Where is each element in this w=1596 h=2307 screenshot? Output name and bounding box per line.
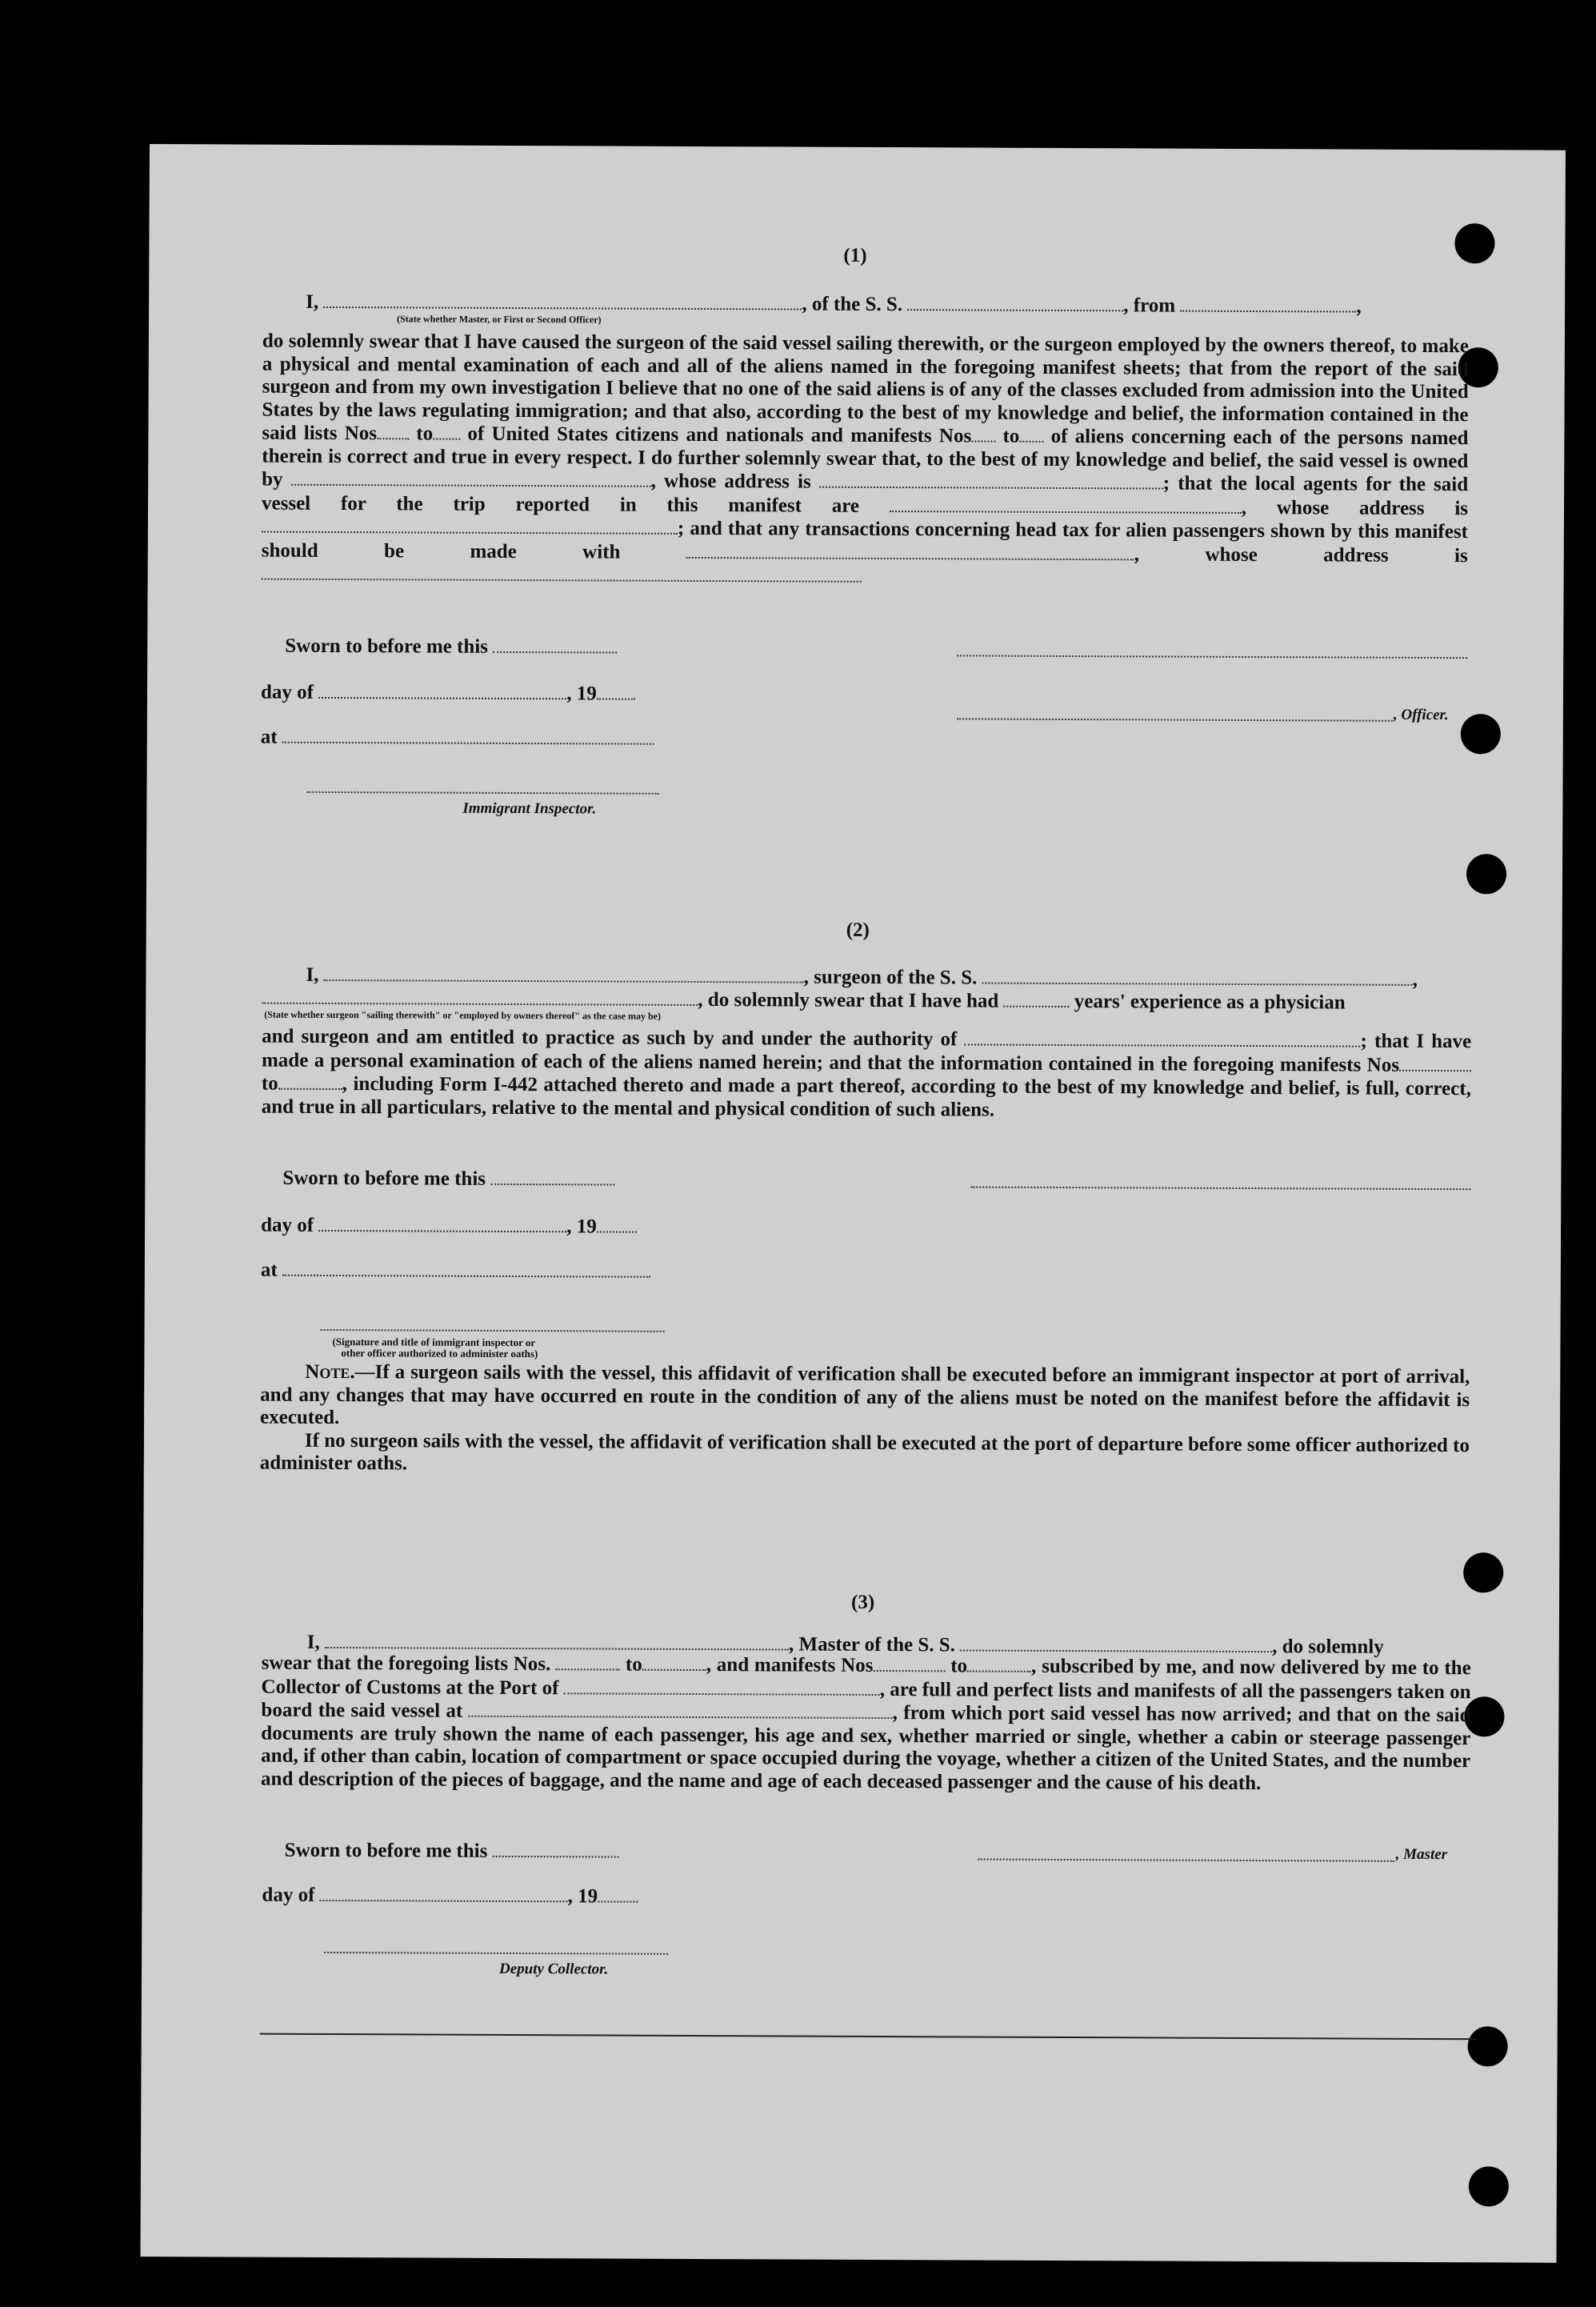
punch-hole [1466,854,1506,894]
s2-at: at [261,1259,650,1284]
s2-body: and surgeon and am entitled to practice as such by and under the authority of ; that I have made a personal examination of each of the aliens named herein; and that the information contained in the foregoing manifests Nos to , including Form I-442 attached thereto and made a part thereof, according to the best of my knowledge and belief, is full, correct, and true in all particulars, relative to the mental and physical condition of such aliens. [261,1025,1472,1121]
form-page [140,144,1566,2263]
s3-line1: I, , Master of the S. S. , do solemnly [306,1631,1384,1658]
bottom-rule [260,2033,1476,2041]
s2-sig-caption-1: (Signature and title of immigrant inspector or [332,1336,536,1349]
s2-caption: (State whether surgeon "sailing therewith" or "employed by owners thereof" as the case may be) [264,1008,662,1022]
s3-ship-field[interactable] [960,1633,1272,1652]
s1-officer-label: , Officer. [1393,706,1449,724]
s2-sworn: Sworn to before me this [282,1167,614,1192]
s2-line1: I, , surgeon of the S. S. , [306,963,1418,991]
s1-day: day of , 19 [261,681,635,706]
section-1-caption: (State whether Master, or First or Second Officer) [397,313,602,326]
head-tax-contact-field[interactable] [686,540,1134,559]
s1-officer-signature-line[interactable] [957,655,1467,659]
master-name-field[interactable] [325,1631,789,1651]
section-1-body: do solemnly swear that I have caused the surgeon of the said vessel sailing therewith, or the surgeon employed by the owners thereof, to make a physical and mental examination of each and all of the aliens named in the foregoing manifest sheets; that from the report of the said surgeon and from my own investigation I believe that no one of the said aliens is of any of the classes excluded from admission into the United States by the laws regulating immigration; and that also, according to the best of my knowledge and belief, the information contained in the said lists Nos to of United States citizens and nationals and manifests Nos to of aliens concerning each of the persons named therein is correct and true in every respect. I do further solemnly swear that, to the best of my knowledge and belief, the said vessel is owned by , whose address is ; that the local agents for the said vessel for the trip reported in this manifest are , whose address is ; and that any transactions concerning head tax for alien passengers shown by this manifest should be made with , whose address is [262,330,1469,591]
s2-note: Note.—If a surgeon sails with the vessel, this affidavit of verification shall be executed before an immigrant inspector at port of arrival, and any changes that may have occurred en route in the condition of any of the aliens must be noted on the manifest before the affidavit is executed. If no surgeon sails with the vessel, the affidavit of verification shall be executed at the port of departure before some officer authorized to administer oaths. [259,1360,1470,1475]
owner-address-field[interactable] [819,471,1163,490]
section-1-line1: I, , of the S. S. , from , [306,290,1362,318]
s2-inspector-signature-line[interactable] [321,1329,665,1332]
surgeon-name-field[interactable] [324,963,804,983]
surgeon-status-field[interactable] [262,987,698,1006]
punch-hole [1469,2166,1509,2206]
s2-day: day of , 19 [261,1214,637,1239]
agents-field[interactable] [890,495,1242,514]
punch-hole [1468,2026,1508,2066]
s2-surgeon-signature-line[interactable] [970,1186,1470,1190]
owner-field[interactable] [291,468,651,487]
from-port-field[interactable] [1180,294,1356,313]
section-2-heading: (2) [846,919,870,941]
s3-master-signature-line[interactable] [978,1859,1394,1862]
punch-hole [1454,223,1494,263]
punch-hole [1463,1552,1503,1592]
port-field[interactable] [564,1676,880,1696]
s3-collector-label: Deputy Collector. [499,1960,609,1978]
ship-name-field[interactable] [907,293,1123,311]
section-1-heading: (1) [843,244,867,266]
years-experience-field[interactable] [1004,990,1070,1007]
s2-line2: , do solemnly swear that I have had years' experience as a physician [262,987,1345,1015]
s3-sworn: Sworn to before me this [285,1839,619,1864]
s3-collector-signature-line[interactable] [324,1952,668,1955]
head-tax-address-field[interactable] [262,563,862,583]
s3-body: swear that the foregoing lists Nos. to , and manifests Nos to , subscribed by me, and now delivered by me to the Collector of Customs at the Port of , are full and perfect lists and manifests of all the passengers taken on board the said vessel at , from which port said vessel has now arrived; and that on the said documents are truly shown the name of each passenger, his age and sex, whether married or single, whether a cabin or steerage passenger and, if other than cabin, location of compartment or space occupied during the voyage, whether a citizen of the United States, and the number and description of the pieces of baggage, and the name and age of each deceased passenger and the cause of his death. [261,1652,1471,1794]
s1-inspector-signature-line[interactable] [306,791,658,795]
s1-at: at [261,726,654,751]
s1-officer-line[interactable] [957,718,1393,721]
s1-inspector-label: Immigrant Inspector. [462,799,597,818]
authority-field[interactable] [965,1027,1361,1047]
officer-rank-field[interactable] [323,290,802,310]
section-3-heading: (3) [850,1591,875,1613]
s2-ship-field[interactable] [982,967,1413,986]
s2-sig-caption-2: other officer authorized to administer oaths) [341,1347,538,1360]
agents-address-field[interactable] [262,515,678,535]
punch-hole [1461,714,1501,754]
s3-day: day of , 19 [262,1884,638,1908]
s1-sworn: Sworn to before me this [285,635,617,659]
boarding-port-field[interactable] [469,1700,893,1719]
s3-master-label: , Master [1395,1845,1448,1864]
